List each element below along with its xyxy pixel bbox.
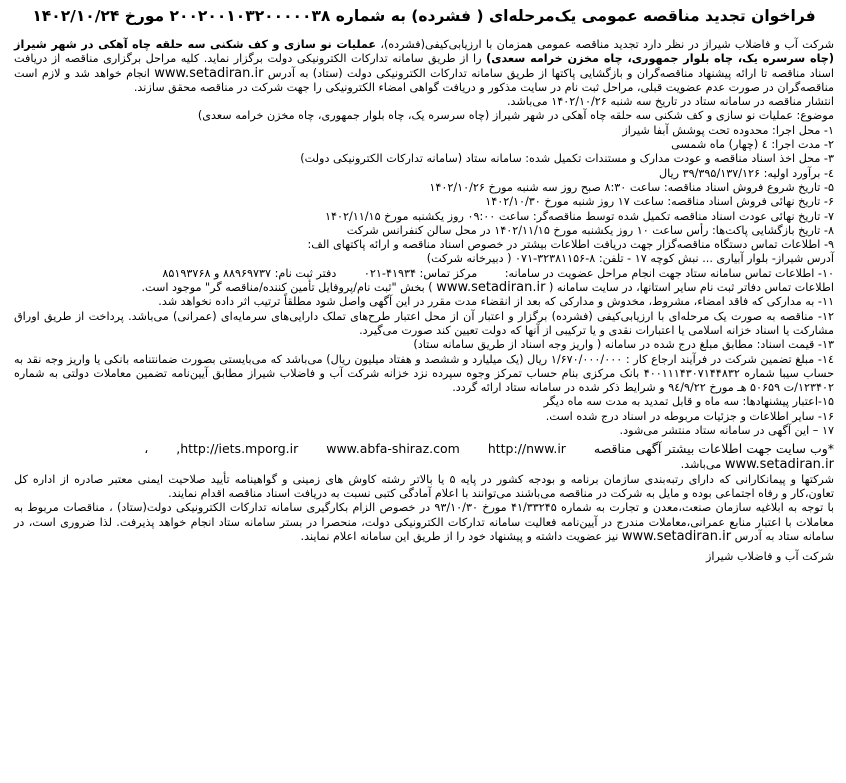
- item-10-registry: دفتر ثبت نام: ۸۸۹۶۹۷۳۷ و ۸۵۱۹۳۷۶۸: [162, 266, 337, 280]
- item-14: ۱٤- مبلغ تضمین شرکت در فرآیند ارجاع کار : ۱/۶۷۰/۰۰۰/۰۰۰ ریال (یک میلیارد و ششصد و هفتاد میلیون ریال) می‌باشد که می‌بایستی بصورت ضمانتنامه بانکی یا واریز وجه نقد به حساب سیبا شماره ۴۰۰۱۱۱۴۳۰۷۱۴۴۸۳۲ بانک مرکزی بنام حساب تمرکز وجوه سپرده نزد خزانه شرکت آب و فاضلاب شیراز مطابق آیین‌نامه تضمین معاملات دولتی به شماره ۱۲۳۴۰۲/ت ۵۰۶۵۹ هـ مورخ ۹٤/۹/۲۲ و شرایط ذکر شده در سامانه ستاد ارائه گردد.: [14, 352, 834, 395]
- link-iets[interactable]: http://iets.mporg.ir: [180, 441, 299, 457]
- item-8: ۸- تاریخ بازگشایی پاکت‌ها: رأس ساعت ۱۰ روز یکشنبه مورخ ۱۴۰۲/۱۱/۱۵ در محل سالن کنفرانس شرکت: [346, 223, 834, 237]
- item-7: ۷- تاریخ نهائی عودت اسناد مناقصه تکمیل شده توسط مناقصه‌گر: ساعت ۰۹:۰۰ روز یکشنبه مورخ ۱۴۰۲/۱۱/۱۵: [324, 209, 834, 223]
- item-1: ۱- محل اجرا: محدوده تحت پوشش آبفا شیراز: [622, 123, 834, 137]
- link-nww[interactable]: http://nww.ir,: [176, 441, 566, 457]
- project-title: عملیات نو سازی و کف شکنی سه حلقه چاه آهکی در شهر شیراز (چاه سرسره یک، چاه بلوار جمهوری، چاه مخزن خرامه سعدی): [14, 38, 834, 66]
- link-abfa-shiraz[interactable]: www.abfa-shiraz.com: [326, 441, 460, 457]
- item-4: ٤- برآورد اولیه: ۳۹/۳۹۵/۱۳۷/۱۲۶ ریال: [659, 166, 834, 180]
- intro-text-2: را از طریق سامانه تدارکات الکترونیکی دولت برگزار نماید. کلیه مراحل برگزاری مناقصه از دریافت اسناد مناقصه تا ارائه پیشنهاد مناقصه‌گران و بازگشایی پاکتها از طریق سامانه تدارکات الکترونیکی دولت (ستاد) به آدرس: [14, 52, 835, 80]
- links-prefix: *وب سایت جهت اطلاعات بیشتر آگهی مناقصه: [593, 441, 834, 457]
- publish-date: انتشار مناقصه در سامانه ستاد در تاریخ سه شنبه ۱۴۰۲/۱۰/۲۶ می‌باشد.: [506, 95, 834, 109]
- item-16: ۱۶- سایر اطلاعات و جزئیات مربوطه در اسناد درج شده است.: [545, 409, 834, 423]
- item-13: ۱۳- قیمت اسناد: مطابق مبلغ درج شده در سامانه ( واریز وجه اسناد از طریق سامانه ستاد): [413, 338, 834, 352]
- link-setadiran[interactable]: www.setadiran.ir: [724, 457, 834, 473]
- note-setad-text: با توجه به ابلاغیه سازمان صنعت،معدن و تجارت به شماره ۴۱/۳۳۲۴۵ مورخ ۹۳/۱۰/۳۰ در خصوص الزام بکارگیری سامانه تدارکات الکترونیکی دولت(ستاد) ، مناقصات مربوط به معاملات با اعتبار منابع عمرانی،معاملات مندرج در آیین‌نامه فعالیت سامانه تدارکات الکترونیکی دولت، منحصرا در بستر سامانه ستاد انجام خواهد پذیرفت. لذا ضروری است، در سامانه ستاد به آدرس: [14, 501, 835, 543]
- item-9-address: آدرس شیراز- بلوار آبیاری ... نبش کوچه ۱۷ - تلفن: ۸-۳۲۳۸۱۱۵۶-۰۷۱ ( دبیرخانه شرکت): [426, 252, 834, 266]
- item-11: ۱۱- به مدارکی که فاقد امضاء، مشروط، مخدوش و مدارکی که بعد از انقضاء مدت مقرر در این آگهی واصل شود مطلقاً ترتیب اثر داده نخواهد شد.: [158, 295, 834, 309]
- note-setad-requirement: [14, 501, 834, 544]
- item-10-offices-tail: ) بخش "ثبت نام/پروفایل تأمین کننده/مناقصه گر" موجود است.: [141, 281, 433, 295]
- links-line-2: [14, 458, 834, 472]
- item-10-call-center: مرکز تماس: ۴۱۹۳۴-۰۲۱: [363, 266, 478, 280]
- note-setad-end: نیز عضویت داشته و پیشنهاد خود را از طریق این سامانه اعلام نمایند.: [300, 529, 619, 543]
- item-10-label: ۱۰- اطلاعات تماس سامانه ستاد جهت انجام مراحل عضویت در سامانه:: [504, 266, 834, 280]
- links-separator: ،: [144, 441, 149, 457]
- setadiran-link[interactable]: www.setadiran.ir: [154, 65, 264, 81]
- item-3: ۳- محل اخذ اسناد مناقصه و عودت مدارک و مستندات تکمیل شده: سامانه ستاد (سامانه تدارکات الکترونیکی دولت): [300, 152, 834, 166]
- note-eligibility: شرکتها و پیمانکارانی که دارای رتبه‌بندی سازمان برنامه و بودجه کشور در پایه ۵ یا بالاتر رشته کاوش های زمینی و گواهینامه تأیید صلاحیت ایمنی معتبر صادره از اداره کل تعاون،کار و رفاه اجتماعی بوده و مایل به شرکت در مناقصه می‌باشند می‌توانند با اعلام آمادگی کتبی نسبت به دریافت اسناد مناقصه اقدام نمایند.: [14, 472, 834, 500]
- item-9: ۹- اطلاعات تماس دستگاه مناقصه‌گزار جهت دریافت اطلاعات بیشتر در خصوص اسناد مناقصه و ارائه پاکتهای الف:: [307, 238, 834, 252]
- notice-title: فراخوان تجدید مناقصه عمومی یک‌مرحله‌ای ( فشرده) به شماره ۲۰۰۲۰۰۱۰۳۲۰۰۰۰۰۳۸ مورخ ۱۴۰۲/۱۰/۲۴: [32, 7, 816, 25]
- website-links: [14, 440, 834, 458]
- item-10: [14, 267, 834, 281]
- links-suffix: می‌باشد.: [680, 458, 722, 472]
- item-5: ۵- تاریخ شروع فروش اسناد مناقصه: ساعت ۸:۳۰ صبح روز سه شنبه مورخ ۱۴۰۲/۱۰/۲۶: [429, 180, 834, 194]
- intro-text-1: شرکت آب و فاضلاب شیراز در نظر دارد تجدید مناقصه عمومی همزمان با ارزیابی‌کیفی(فشرده)،: [380, 38, 834, 51]
- intro-text-3: انجام خواهد شد و لازم است مناقصه‌گران در صورت عدم عضویت قبلی، مراحل ثبت نام در سایت مذکور و دریافت گواهی امضاء الکترونیکی را جهت شرکت در مناقصه محقق سازند.: [14, 66, 834, 94]
- item-6: ۶- تاریخ نهائی فروش اسناد مناقصه: ساعت ۱۷ روز شنبه مورخ ۱۴۰۲/۱۰/۳۰: [485, 195, 834, 209]
- item-10-offices-text: اطلاعات تماس دفاتر ثبت نام سایر استانها، در سایت سامانه (: [548, 281, 834, 295]
- setadiran-link-3[interactable]: www.setadiran.ir: [621, 528, 732, 544]
- item-12: ۱۲- مناقصه به صورت یک مرحله‌ای با ارزیابی‌کیفی (فشرده) برگزار و اعتبار آن از محل اعتبار طرح‌های تملک دارایی‌های سرمایه‌ای (عمرانی) می‌باشد. پرداخت از طریق اوراق مشارکت یا اسناد خزانه اسلامی یا اعتبارات نقدی و یا ترکیبی از آنها که دولت تعیین کند صورت می‌گیرد.: [14, 309, 834, 337]
- subject: موضوع: عملیات نو سازی و کف شکنی سه حلقه چاه آهکی در شهر شیراز (چاه سرسره یک، چاه بلوار جمهوری، چاه مخزن خرامه سعدی): [197, 109, 834, 123]
- item-10-offices: [14, 281, 834, 295]
- setadiran-link-2[interactable]: www.setadiran.ir: [436, 280, 546, 296]
- signature: شرکت آب و فاضلاب شیراز: [705, 550, 834, 564]
- item-15: ۱۵-اعتبار پیشنهادها: سه ماه و قابل تمدید به مدت سه ماه دیگر: [543, 395, 834, 409]
- intro-paragraph: [14, 38, 834, 95]
- item-2: ۲- مدت اجرا: ٤ (چهار) ماه شمسی: [671, 138, 834, 152]
- item-17: ۱۷ – این آگهی در سامانه ستاد منتشر می‌شود.: [619, 424, 834, 438]
